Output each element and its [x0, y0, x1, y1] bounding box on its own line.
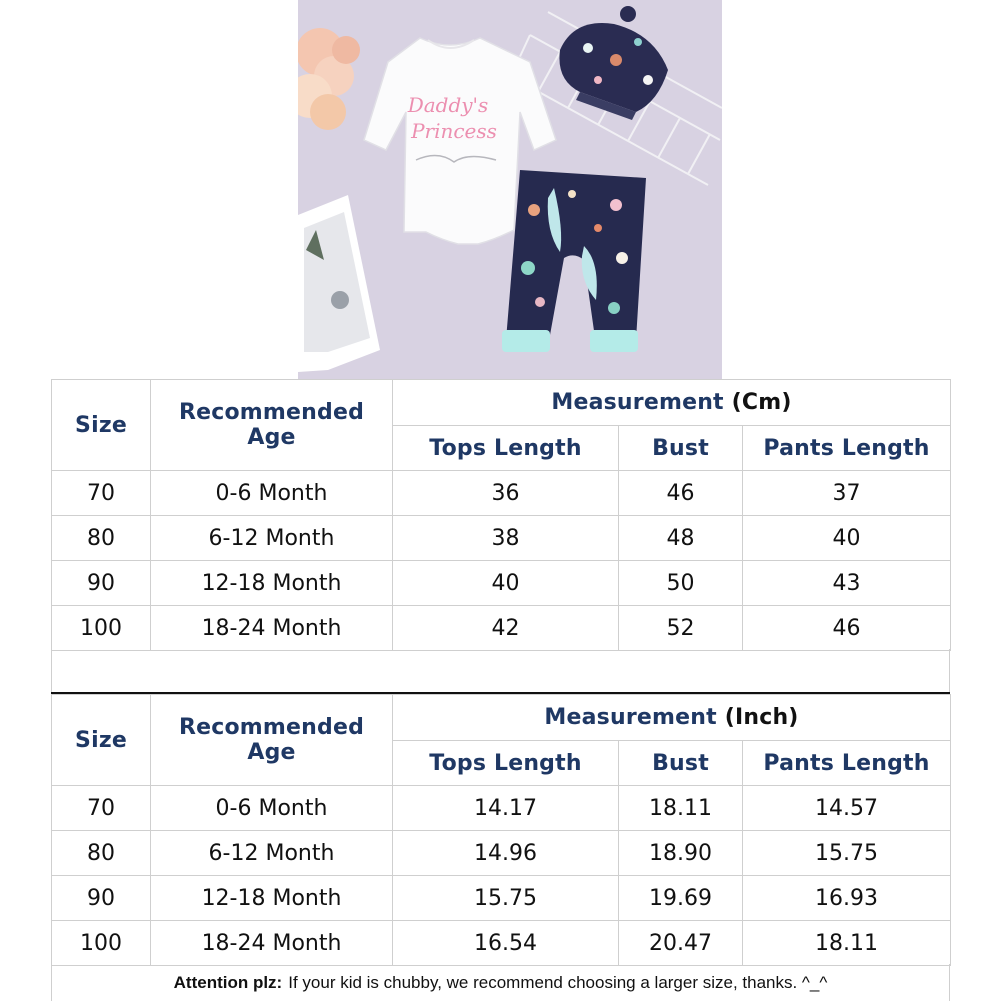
cell-pants: 15.75 [743, 831, 951, 876]
print-text-line1: Daddy's [407, 93, 489, 117]
product-photo [298, 0, 722, 379]
cell-age: 18-24 Month [151, 921, 393, 966]
unit-label: (Cm) [731, 390, 792, 415]
cell-pants: 40 [743, 516, 951, 561]
header-pants-length: Pants Length [743, 426, 951, 471]
table-row [52, 876, 951, 921]
table-row [52, 921, 951, 966]
cell-size: 100 [52, 921, 151, 966]
measurement-label: Measurement [544, 705, 717, 730]
cell-age: 6-12 Month [151, 516, 393, 561]
header-recommended-age: Recommended Age [151, 380, 393, 471]
header-bust: Bust [619, 741, 743, 786]
cell-tops: 42 [393, 606, 619, 651]
cell-size: 80 [52, 516, 151, 561]
table-row [52, 471, 951, 516]
cell-bust: 18.11 [619, 786, 743, 831]
cell-pants: 16.93 [743, 876, 951, 921]
print-text-line2: Princess [411, 119, 497, 143]
cell-bust: 20.47 [619, 921, 743, 966]
cell-bust: 52 [619, 606, 743, 651]
cell-pants: 43 [743, 561, 951, 606]
cell-tops: 38 [393, 516, 619, 561]
cell-age: 12-18 Month [151, 561, 393, 606]
header-size: Size [52, 380, 151, 471]
header-measurement [393, 695, 951, 741]
cell-tops: 14.17 [393, 786, 619, 831]
size-chart-cm [51, 379, 951, 651]
table-row [52, 516, 951, 561]
header-pants-length: Pants Length [743, 741, 951, 786]
cell-tops: 14.96 [393, 831, 619, 876]
attention-note [51, 964, 950, 1001]
cell-pants: 18.11 [743, 921, 951, 966]
cell-age: 0-6 Month [151, 471, 393, 516]
cell-size: 70 [52, 786, 151, 831]
cell-tops: 15.75 [393, 876, 619, 921]
header-bust: Bust [619, 426, 743, 471]
cell-pants: 46 [743, 606, 951, 651]
cell-pants: 14.57 [743, 786, 951, 831]
cell-bust: 18.90 [619, 831, 743, 876]
cell-tops: 16.54 [393, 921, 619, 966]
header-recommended-age: Recommended Age [151, 695, 393, 786]
cell-size: 80 [52, 831, 151, 876]
cell-bust: 50 [619, 561, 743, 606]
cell-size: 70 [52, 471, 151, 516]
table-row [52, 786, 951, 831]
size-chart-inch [51, 694, 951, 966]
header-tops-length: Tops Length [393, 741, 619, 786]
cell-bust: 19.69 [619, 876, 743, 921]
table-row [52, 831, 951, 876]
cell-size: 90 [52, 876, 151, 921]
cell-bust: 46 [619, 471, 743, 516]
cell-age: 6-12 Month [151, 831, 393, 876]
table-row [52, 606, 951, 651]
cell-age: 18-24 Month [151, 606, 393, 651]
table-row [52, 561, 951, 606]
attention-text: If your kid is chubby, we recommend choosing a larger size, thanks. ^_^ [288, 972, 828, 992]
cell-tops: 40 [393, 561, 619, 606]
cell-pants: 37 [743, 471, 951, 516]
header-measurement [393, 380, 951, 426]
unit-label: (Inch) [724, 705, 799, 730]
cell-size: 90 [52, 561, 151, 606]
cell-size: 100 [52, 606, 151, 651]
attention-label: Attention plz: [173, 972, 283, 992]
table-spacer [51, 649, 950, 692]
cell-bust: 48 [619, 516, 743, 561]
measurement-label: Measurement [551, 390, 724, 415]
header-tops-length: Tops Length [393, 426, 619, 471]
cell-tops: 36 [393, 471, 619, 516]
cell-age: 12-18 Month [151, 876, 393, 921]
cell-age: 0-6 Month [151, 786, 393, 831]
header-size: Size [52, 695, 151, 786]
